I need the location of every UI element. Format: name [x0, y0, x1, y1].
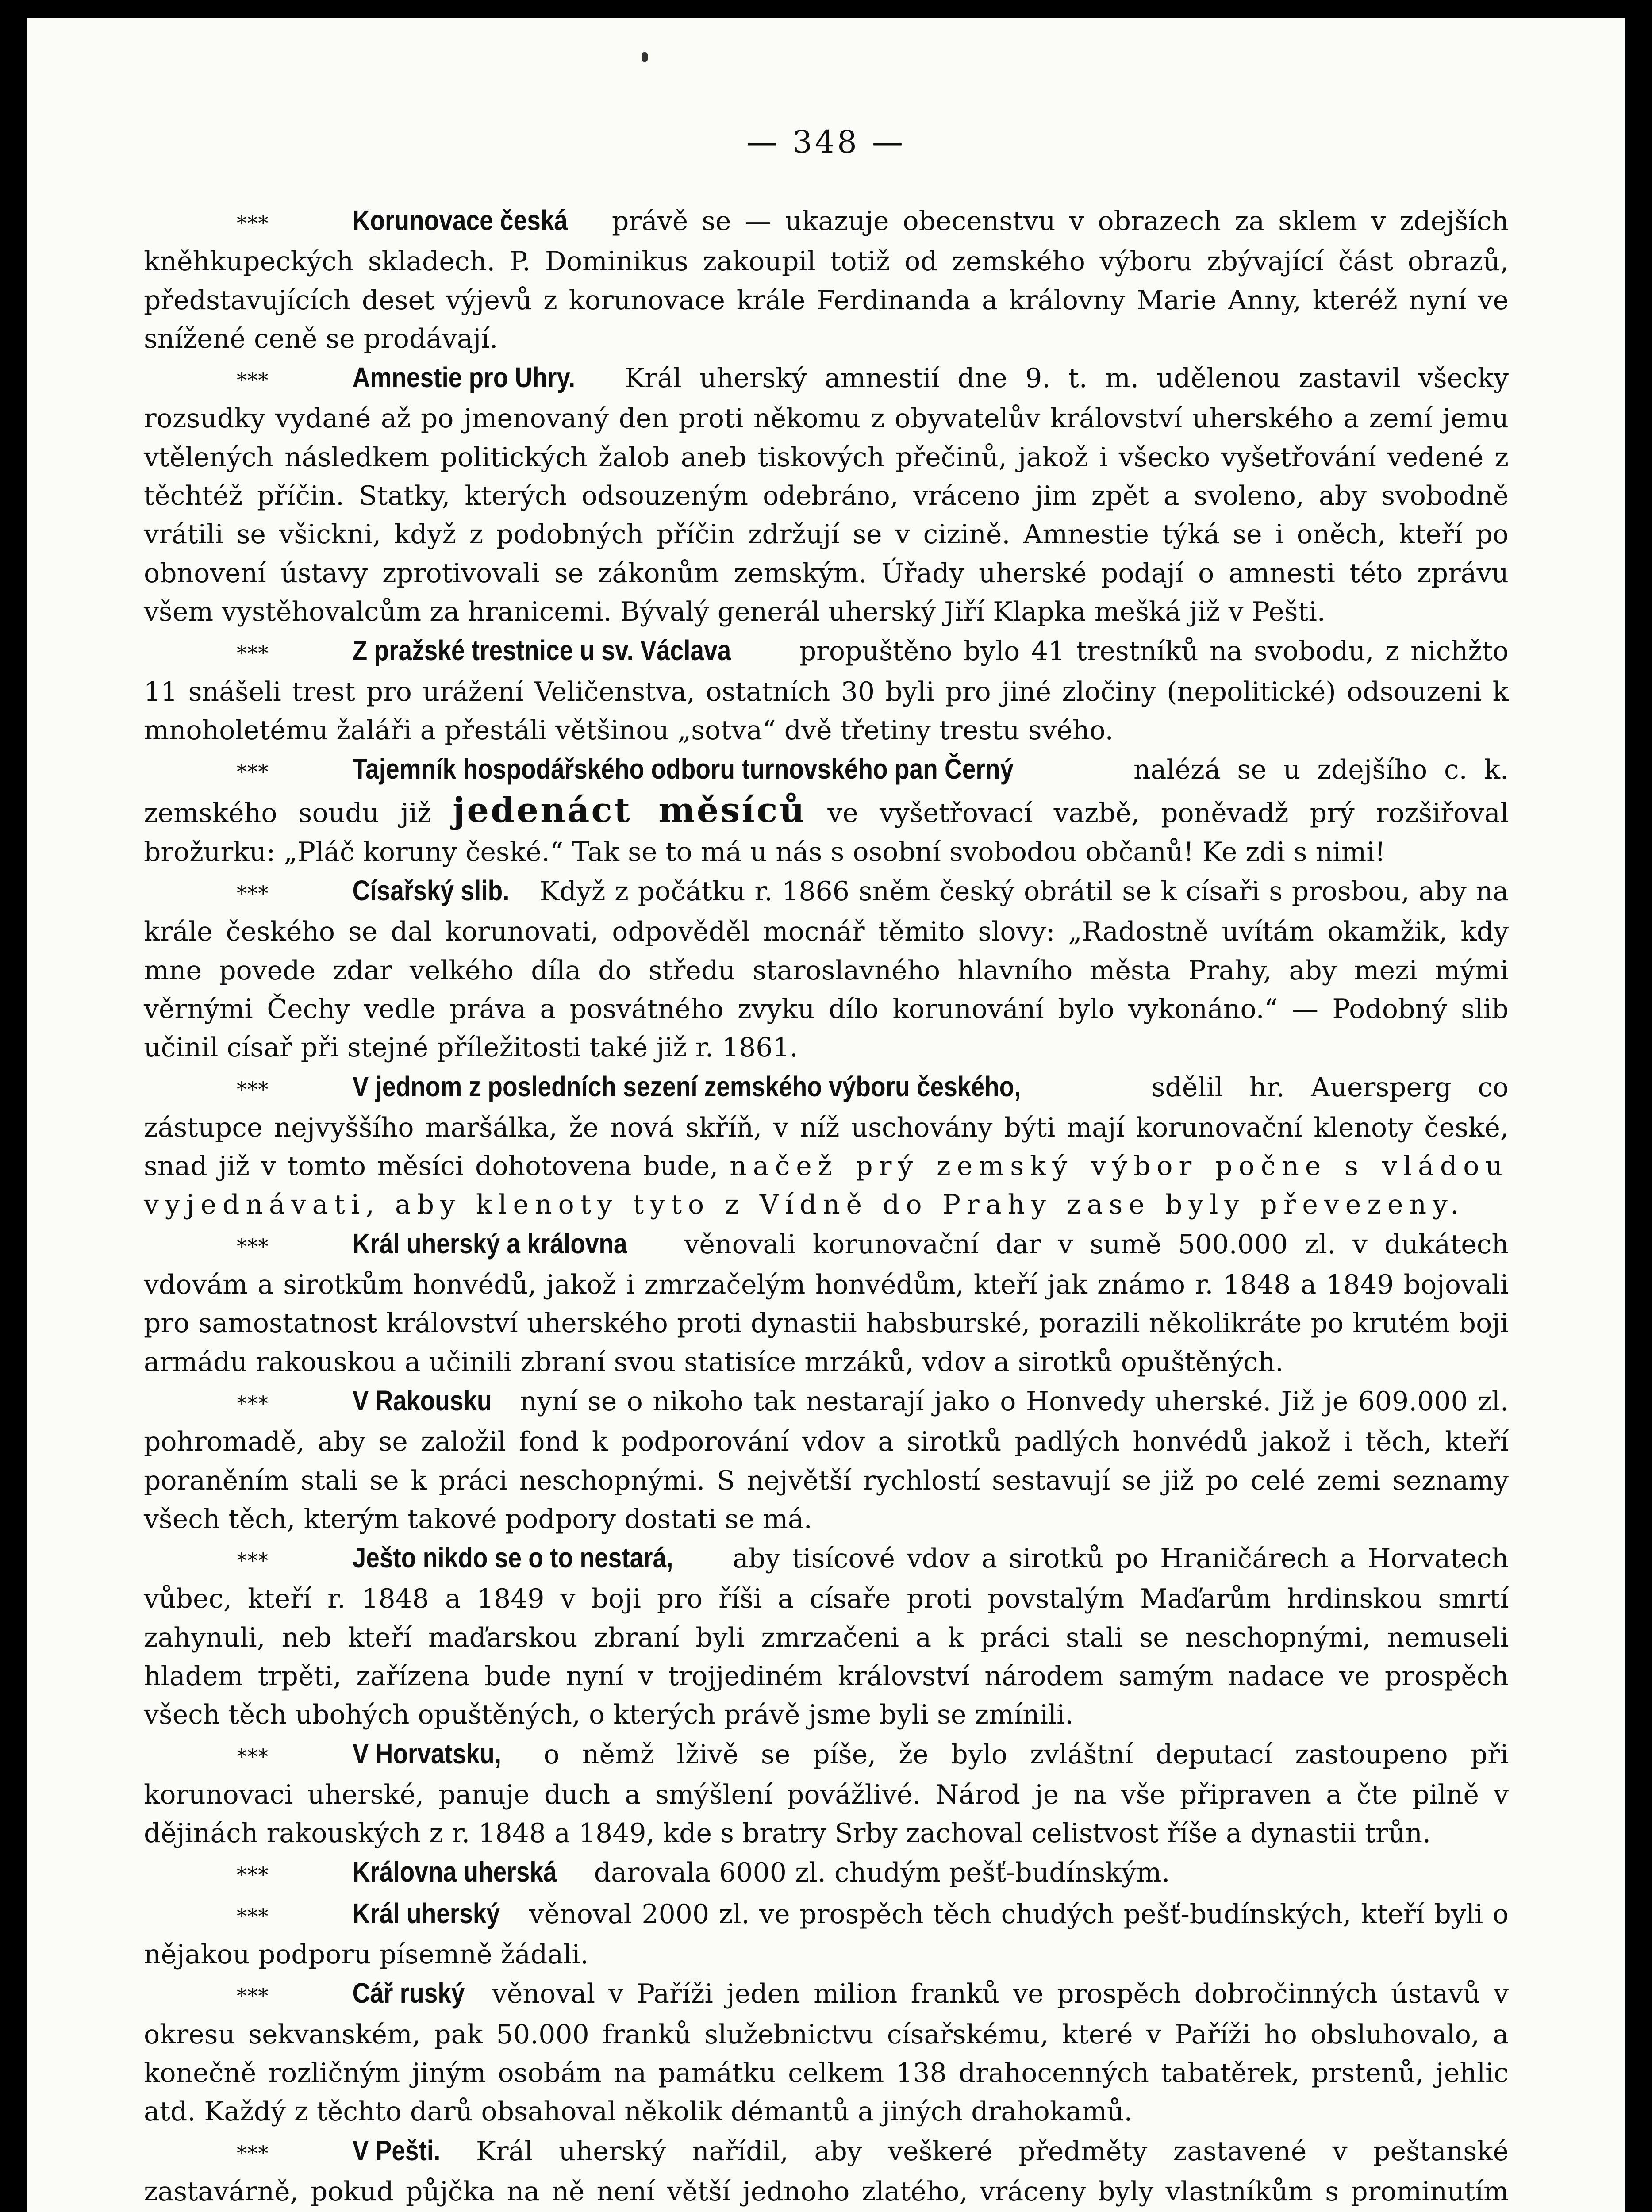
- item-text-continued: ve vyšetřovací vazbě, poněvadž prý rozšiřoval brožurku: „Pláč koruny české.“ Tak se to má u nás s osobní svobodou občanů! Ke zdi s nimi!: [144, 798, 1509, 868]
- item-text: darovala 6000 zl. chudým pešť-budínským.: [585, 1857, 1170, 1889]
- item-heading: V Pešti.: [352, 2134, 441, 2166]
- news-item: [144, 631, 1509, 750]
- news-item: [144, 1853, 1509, 1894]
- news-item: [144, 1894, 1509, 1974]
- asterism-icon: * * *: [237, 2141, 267, 2165]
- news-item: [144, 872, 1509, 1067]
- news-item: [144, 1974, 1509, 2131]
- item-text: propuštěno bylo 41 trestníků na svobodu, z nichžto 11 snášeli trest pro urážení Veličenstva, ostatních 30 byli pro jiné zločiny (nepolitické) odsouzeni k mnoholetému žaláři a přestáli většinou „sotva“ dvě třetiny trestu svého.: [144, 636, 1509, 746]
- item-text: nalézá se u zdejšího c. k. zemského soudu již: [144, 754, 1509, 829]
- emphasis-text: jedenáct měsíců: [453, 790, 807, 831]
- item-text: sdělil hr. Auersperg co zástupce nejvyššího maršálka, že nová skříň, v níž uschovány býti mají korunovační klenoty české, snad již v tomto měsíci dohotovena bude,: [144, 1071, 1509, 1182]
- asterism-icon: * * *: [237, 211, 267, 235]
- item-heading: Císařský slib.: [352, 875, 510, 907]
- item-heading: Amnestie pro Uhry.: [352, 361, 576, 394]
- asterism-icon: * * *: [237, 1744, 267, 1768]
- item-text: věnovali korunovační dar v sumě 500.000 zl. v dukátech vdovám a sirotkům honvédů, jakož i zmrzačelým honvédům, kteří jak známo r. 1848 a 1849 bojovali pro samostatnost království uherského proti dynastii habsburské, porazili několikráte po krutém boji armádu rakouskou a učinili zbraní svou statisíce mrzáků, vdov a sirotků opuštěných.: [144, 1229, 1509, 1378]
- spaced-emphasis-text: načež prý zemský výbor počne s vládou vyjednávati, aby klenoty tyto z Vídně do Prahy zase byly převezeny.: [144, 1151, 1509, 1221]
- asterism-icon: * * *: [237, 1904, 267, 1928]
- item-heading: Z pražské trestnice u sv. Václava: [352, 634, 731, 667]
- news-item: [144, 1539, 1509, 1734]
- item-heading: Král uherský: [352, 1897, 500, 1929]
- article-body: [144, 201, 1509, 2212]
- item-heading: V Horvatsku,: [352, 1737, 502, 1770]
- item-heading: V jednom z posledních sezení zemského výboru českého,: [352, 1070, 1021, 1102]
- page-number: — 348 —: [746, 124, 906, 160]
- news-item: [144, 2131, 1509, 2212]
- item-text: o němž lživě se píše, že bylo zvláštní deputací zastoupeno při korunovaci uherské, panuje duch a smýšlení povážlivé. Národ je na vše připraven a čte pilně v dějinách rakouských z r. 1848 a 1849, kde s bratry Srby zachoval celistvost říše a dynastii trůn.: [144, 1739, 1509, 1849]
- asterism-icon: * * *: [237, 641, 267, 665]
- asterism-icon: * * *: [237, 760, 267, 784]
- item-heading: Korunovace česká: [352, 204, 568, 236]
- page: [27, 18, 1625, 2212]
- asterism-icon: * * *: [237, 1077, 267, 1101]
- asterism-icon: * * *: [237, 368, 267, 392]
- item-heading: Královna uherská: [352, 1856, 557, 1888]
- asterism-icon: * * *: [237, 1234, 267, 1258]
- item-heading: Cář ruský: [352, 1977, 465, 2009]
- news-item: [144, 358, 1509, 631]
- news-item: [144, 750, 1509, 872]
- news-item: [144, 201, 1509, 358]
- item-text: Král uherský amnestií dne 9. t. m. udělenou zastavil všecky rozsudky vydané až po jmenovaný den proti někomu z obyvatelův království uherského a zemí jemu vtělených následkem politických žalob aneb tiskových přečinů, jakož i všecko vyšetřování vedené z těchtéž příčin. Statky, kterých odsouzeným odebráno, vráceno jim zpět a svoleno, aby svobodně vrátili se všickni, když z podobných příčin zdržují se v cizině. Amnestie týká se i oněch, kteří po obnovení ústavy zprotivovali se zákonům zemským. Úřady uherské podají o amnesti této zprávu všem vystěhovalcům za hranicemi. Bývalý generál uherský Jiří Klapka mešká již v Pešti.: [144, 363, 1509, 627]
- asterism-icon: * * *: [237, 1984, 267, 2008]
- item-heading: Král uherský a královna: [352, 1227, 628, 1260]
- item-text: Když z počátku r. 1866 sněm český obrátil se k císaři s prosbou, aby na krále českého se dal korunovati, odpověděl mocnář těmito slovy: „Radostně uvítám okamžik, kdy mne povede zdar velkého díla do středu staroslavného hlavního města Prahy, aby mezi mými věrnými Čechy vedle práva a posvátného zvyku dílo korunování bylo vykonáno.“ — Podobný slib učinil císař při stejné příležitosti také již r. 1861.: [144, 876, 1509, 1064]
- news-item: [144, 1735, 1509, 1853]
- news-item: [144, 1225, 1509, 1382]
- item-heading: Tajemník hospodářského odboru turnovského pan Černý: [352, 753, 1014, 785]
- asterism-icon: * * *: [237, 1391, 267, 1415]
- item-text: věnoval 2000 zl. ve prospěch těch chudých pešť-budínských, kteří byli o nějakou podporu písemně žádali.: [144, 1898, 1509, 1970]
- asterism-icon: * * *: [237, 1548, 267, 1573]
- news-item: [144, 1382, 1509, 1539]
- news-item: [144, 1068, 1509, 1225]
- item-text: aby tisícové vdov a sirotků po Hraničárech a Horvatech vůbec, kteří r. 1848 a 1849 v boji pro říši a císaře proti povstalým Maďarům hrdinskou smrtí zahynuli, neb kteří maďarskou zbraní byli zmrzačeni a k práci stali se neschopnými, nemuseli hladem trpěti, zařízena bude nyní v trojjediném království národem samým nadace ve prospěch všech těch ubohých opuštěných, o kterých právě jsme byli se zmínili.: [144, 1543, 1509, 1731]
- item-text: Král uherský nařídil, aby veškeré předměty zastavené v peštanské zastavárně, pokud půjčka na ně není větší jednoho zlatého, vráceny byly vlastníkům s prominutím: [144, 2135, 1509, 2207]
- item-heading: V Rakousku: [352, 1384, 492, 1417]
- ink-speck: [642, 52, 648, 62]
- asterism-icon: * * *: [237, 881, 267, 906]
- item-text: věnoval v Paříži jeden milion franků ve prospěch dobročinných ústavů v okresu sekvanském, pak 50.000 franků služebnictvu císařskému, které v Paříži ho obsluhovalo, a konečně rozličným jiným osobám na památku celkem 138 drahocenných tabatěrek, prstenů, jehlic atd. Každý z těchto darů obsahoval několik démantů a jiných drahokamů.: [144, 1978, 1509, 2128]
- item-text: právě se — ukazuje obecenstvu v obrazech za sklem v zdejších kněhkupeckých skladech. P. Dominikus zakoupil totiž od zemského výboru zbývající část obrazů, představujících deset výjevů z korunovace krále Ferdinanda a královny Marie Anny, kteréž nyní ve snížené ceně se prodávají.: [144, 206, 1509, 354]
- item-text: nyní se o nikoho tak nestarají jako o Honvedy uherské. Již je 609.000 zl. pohromadě, aby se založil fond k podporování vdov a sirotků padlých honvédů jakož i těch, kteří poraněním stali se k práci neschopnými. S největší rychlostí sestavují se již po celé zemi seznamy všech těch, kterým takové podpory dostati se má.: [144, 1386, 1509, 1535]
- item-heading: Ješto nikdo se o to nestará,: [352, 1542, 673, 1574]
- asterism-icon: * * *: [237, 1863, 267, 1887]
